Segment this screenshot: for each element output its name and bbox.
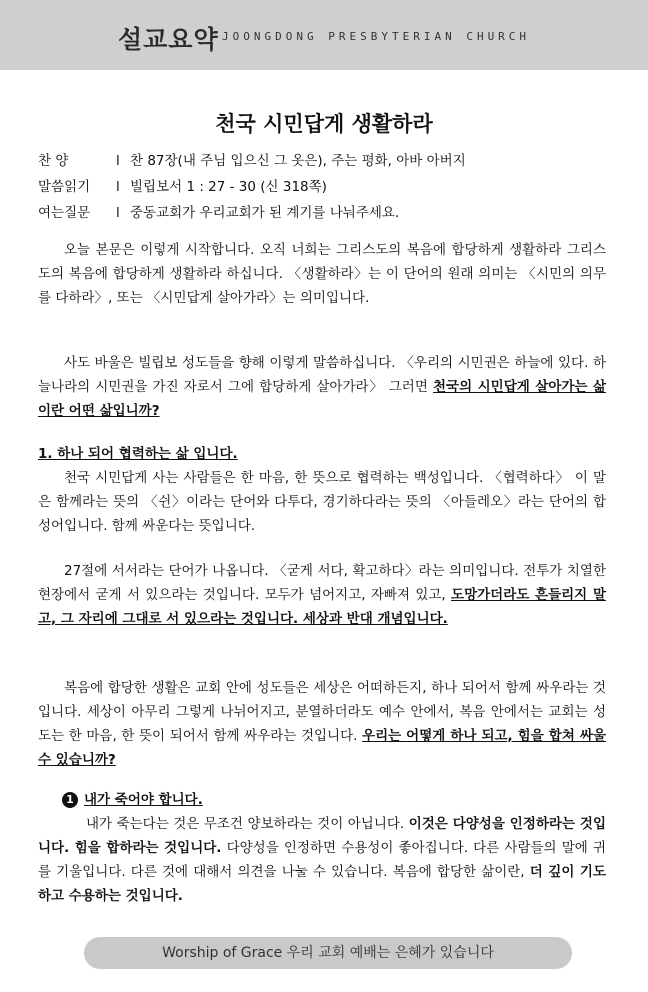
emphasis-text: 더 깊이 기도하고 수용하는 것입니다.	[38, 864, 606, 904]
paragraph-text: 27절에 서서라는 단어가 나옵니다. 〈굳게 서다, 확고하다〉라는 의미입니다. 전투가 치열한 현장에서 굳게 서 있으라는 것입니다. 모두가 넘어지고, 자빠져 있고,	[38, 563, 606, 603]
info-separator: l	[116, 205, 120, 221]
info-label: 말씀읽기	[38, 179, 91, 195]
header-bar	[0, 0, 648, 70]
section-heading-1: 1. 하나 되어 협력하는 삶 입니다.	[38, 446, 238, 462]
paragraph-stand-firm	[38, 559, 606, 631]
key-question: 우리는 어떻게 하나 되고, 힘을 합쳐 싸울 수 있습니까?	[38, 728, 606, 768]
emphasis-text: 이것은 다양성을 인정하라는 것입니다. 힘을 합하라는 것입니다.	[38, 816, 606, 856]
info-value: 빌립보서 1 : 27 - 30 (신 318쪽)	[130, 179, 327, 195]
info-row-reading	[38, 174, 618, 200]
info-label: 여는질문	[38, 205, 91, 221]
info-separator: l	[116, 153, 120, 169]
footer-banner: Worship of Grace 우리 교회 예배는 은혜가 있습니다	[84, 937, 572, 969]
paragraph-text: 복음에 합당한 생활은 교회 안에 성도들은 세상은 어떠하든지, 하나 되어서 함께 싸우라는 것입니다. 세상이 아무리 그렇게 나뉘어지고, 분열하더라도 예수 안에서, 복음 안에서는 교회는 성도는 한 마음, 한 뜻이 되어서 함께 싸우라는 것입니다.	[38, 680, 606, 744]
info-row-question	[38, 200, 618, 226]
paragraph-intro: 오늘 본문은 이렇게 시작합니다. 오직 너희는 그리스도의 복음에 합당하게 생활하라 그리스도의 복음에 합당하게 생활하라 하십니다. 〈생활하라〉는 이 단어의 원래 의미는 〈시민의 의무를 다하라〉, 또는 〈시민답게 살아가라〉는 의미입니다.	[38, 242, 606, 306]
paragraph-cooperate: 천국 시민답게 사는 사람들은 한 마음, 한 뜻으로 협력하는 백성입니다. 〈협력하다〉 이 말은 함께라는 뜻의 〈쉰〉이라는 단어와 다투다, 경기하다라는 뜻의 〈아들레오〉라는 단어의 합성어입니다. 함께 싸운다는 뜻입니다.	[38, 470, 606, 534]
info-label: 찬 양	[38, 153, 69, 169]
logo-english: JOONGDONG PRESBYTERIAN CHURCH	[222, 30, 531, 43]
info-value: 찬 87장(내 주님 입으신 그 옷은), 주는 평화, 아바 아버지	[130, 153, 466, 169]
paragraph-die-to-self	[38, 812, 606, 908]
key-question: 천국의 시민답게 살아가는 삶이란 어떤 삶입니까?	[38, 379, 606, 419]
paragraph-gospel-life	[38, 676, 606, 772]
logo-korean: 설교요약	[118, 25, 219, 54]
paragraph-text: 내가 죽는다는 것은 무조건 양보하라는 것이 아닙니다.	[86, 816, 409, 832]
info-separator: l	[116, 179, 120, 195]
emphasis-text: 도망가더라도 흔들리지 말고, 그 자리에 그대로 서 있으라는 것입니다. 세상과 반대 개념입니다.	[38, 587, 606, 627]
info-value: 중동교회가 우리교회가 된 계기를 나눠주세요.	[130, 205, 400, 221]
paragraph-text: 다양성을 인정하면 수용성이 좋아집니다. 다른 사람들의 말에 귀를 기울입니다. 다른 것에 대해서 의견을 나눌 수 있습니다. 복음에 합당한 삶이란,	[38, 840, 606, 880]
info-row-hymn	[38, 148, 618, 174]
paragraph-text: 사도 바울은 빌립보 성도들을 향해 이렇게 말씀하십니다. 〈우리의 시민권은 하늘에 있다. 하늘나라의 시민권을 가진 자로서 그에 합당하게 살아가라〉 그러면	[38, 355, 606, 395]
number-circle-icon: 1	[62, 792, 78, 808]
sub-heading-label: 내가 죽어야 합니다.	[84, 792, 203, 808]
sermon-title: 천국 시민답게 생활하라	[215, 112, 433, 136]
paragraph-paul	[38, 351, 606, 423]
sub-heading-1	[62, 788, 203, 812]
